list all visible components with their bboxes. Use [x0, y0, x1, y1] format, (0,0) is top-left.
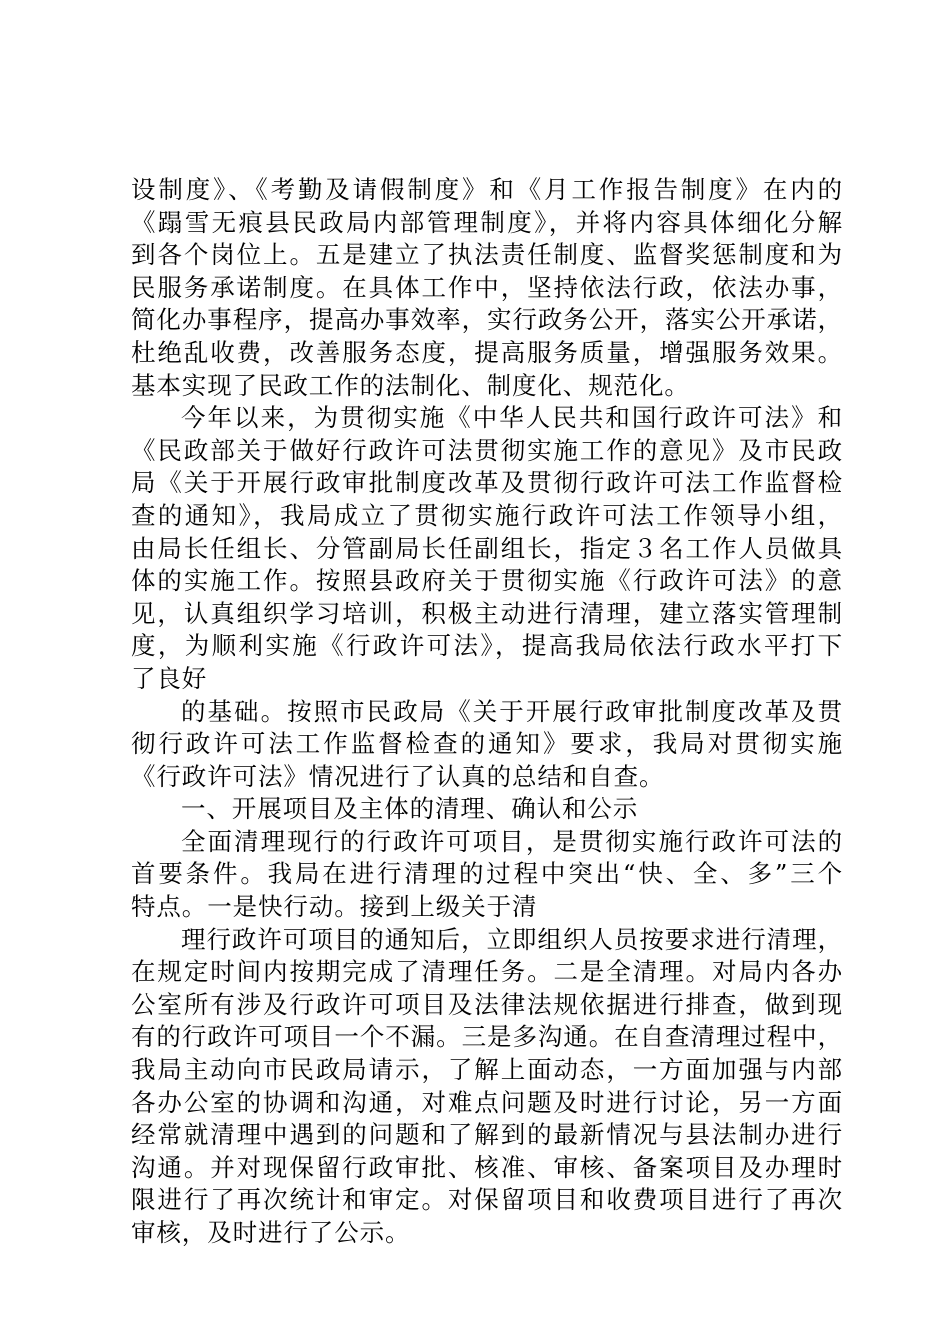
- document-line: 杜绝乱收费，改善服务态度，提高服务质量，增强服务效果。: [131, 337, 843, 367]
- document-line: 基本实现了民政工作的法制化、制度化、规范化。: [131, 370, 690, 400]
- document-line: 全面清理现行的行政许可项目，是贯彻实施行政许可法的: [181, 826, 843, 856]
- document-line: 我局主动向市民政局请示，了解上面动态，一方面加强与内部: [131, 1055, 843, 1085]
- document-line: 有的行政许可项目一个不漏。三是多沟通。在自查清理过程中，: [131, 1022, 843, 1052]
- document-line: 见，认真组织学习培训，积极主动进行清理，建立落实管理制: [131, 598, 843, 628]
- document-line: 今年以来，为贯彻实施《中华人民共和国行政许可法》和: [181, 403, 843, 433]
- document-line: 首要条件。我局在进行清理的过程中突出“快、全、多”三个: [131, 859, 843, 889]
- document-line: 民服务承诺制度。在具体工作中，坚持依法行政，依法办事，: [131, 272, 843, 302]
- document-line: 查的通知》，我局成立了贯彻实施行政许可法工作领导小组，: [131, 500, 843, 530]
- document-line: 了良好: [131, 663, 208, 693]
- document-line: 《民政部关于做好行政许可法贯彻实施工作的意见》及市民政: [131, 435, 843, 465]
- document-line: 度，为顺利实施《行政许可法》，提高我局依法行政水平打下: [131, 631, 843, 661]
- document-line: 公室所有涉及行政许可项目及法律法规依据进行排查，做到现: [131, 989, 843, 1019]
- document-line: 各办公室的协调和沟通，对难点问题及时进行讨论，另一方面: [131, 1087, 843, 1117]
- document-body: [131, 174, 843, 1250]
- document-line: 体的实施工作。按照县政府关于贯彻实施《行政许可法》的意: [131, 566, 843, 596]
- document-line: 由局长任组长、分管副局长任副组长，指定３名工作人员做具: [131, 533, 843, 563]
- document-line: 审核，及时进行了公示。: [131, 1218, 411, 1247]
- document-line: 经常就清理中遇到的问题和了解到的最新情况与县法制办进行: [131, 1120, 843, 1150]
- document-line: 在规定时间内按期完成了清理任务。二是全清理。对局内各办: [131, 957, 843, 987]
- document-line: 的基础。按照市民政局《关于开展行政审批制度改革及贯: [181, 696, 843, 726]
- document-line: 设制度》、《考勤及请假制度》和《月工作报告制度》在内的: [131, 175, 843, 204]
- document-line: 简化办事程序，提高办事效率，实行政务公开，落实公开承诺，: [131, 305, 843, 335]
- document-line: 沟通。并对现保留行政审批、核准、审核、备案项目及办理时: [131, 1152, 843, 1182]
- document-line: 到各个岗位上。五是建立了执法责任制度、监督奖惩制度和为: [131, 240, 843, 270]
- document-line: 理行政许可项目的通知后，立即组织人员按要求进行清理，: [181, 924, 843, 954]
- document-line: 特点。一是快行动。接到上级关于清: [131, 892, 538, 922]
- document-line: 一、开展项目及主体的清理、确认和公示: [181, 794, 639, 824]
- document-line: 彻行政许可法工作监督检查的通知》要求，我局对贯彻实施: [131, 729, 843, 759]
- document-line: 限进行了再次统计和审定。对保留项目和收费项目进行了再次: [131, 1185, 843, 1215]
- document-line: 《行政许可法》情况进行了认真的总结和自查。: [131, 761, 665, 791]
- document-line: 局《关于开展行政审批制度改革及贯彻行政许可法工作监督检: [131, 468, 843, 498]
- document-line: 《蹋雪无痕县民政局内部管理制度》，并将内容具体细化分解: [131, 207, 843, 237]
